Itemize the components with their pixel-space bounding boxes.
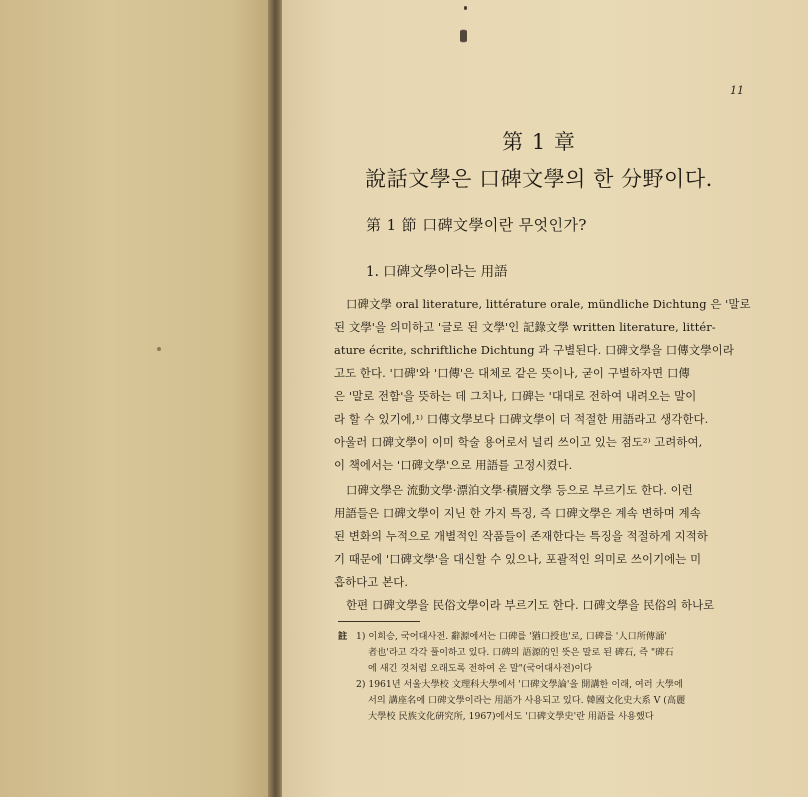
footnote-line: 2) 1961년 서울大學校 文理科大學에서 '口碑文學論'을 開講한 이래, 여러 大學에 — [356, 679, 683, 690]
chapter-title: 說話文學은 口碑文學의 한 分野이다. — [365, 167, 713, 191]
body-line: 한편 口碑文學을 民俗文學이라 부르기도 한다. 口碑文學을 民俗의 하나로 — [346, 598, 715, 612]
footnote-line: 大學校 民族文化硏究所, 1967)에서도 '口碑文學史'란 用語를 사용했다 — [368, 711, 654, 722]
body-line: 口碑文學은 流動文學·漂泊文學·積層文學 등으로 부르기도 한다. 이런 — [346, 483, 693, 497]
body-line: 口碑文學 oral literature, littérature orale, mündliche Dichtung 은 '말로 — [346, 297, 751, 311]
body-line: 아울러 口碑文學이 이미 학술 용어로서 널리 쓰이고 있는 점도²⁾ 고려하여, — [334, 435, 703, 449]
footnote-line: 서의 講座名에 口碑文學이라는 用語가 사용되고 있다. 韓國文化史大系 V (高麗 — [368, 695, 686, 706]
section-title: 第 1 節 口碑文學이란 무엇인가? — [366, 216, 587, 234]
footnote-line: 1) 이희승, 국어대사전. 辭源에서는 口碑를 '猶口授也'로, 口碑를 '人口所傳誦' — [356, 631, 667, 642]
footnote-rule — [338, 621, 420, 622]
body-line: 라 할 수 있기에,¹⁾ 口傳文學보다 口碑文學이 더 적절한 用語라고 생각한다. — [334, 412, 709, 426]
body-line: 된 변화의 누적으로 개별적인 작품들이 존재한다는 특징을 적절하게 지적하 — [334, 529, 708, 543]
body-line: 은 '말로 전함'을 뜻하는 데 그치나, 口碑는 '대대로 전하여 내려오는 말이 — [334, 389, 697, 403]
body-line: ature écrite, schriftliche Dichtung 과 구별된다. 口碑文學을 口傳文學이라 — [334, 343, 734, 357]
body-line: 이 책에서는 '口碑文學'으로 用語를 고정시켰다. — [334, 458, 573, 472]
ink-mark — [460, 24, 467, 48]
left-page — [0, 0, 270, 797]
body-line: 고도 한다. '口碑'와 '口傳'은 대체로 같은 뜻이나, 굳이 구별하자면 口傳 — [334, 366, 690, 380]
ink-mark — [464, 6, 467, 10]
footnote-line: 者也'라고 각각 풀이하고 있다. 口碑의 語源的인 뜻은 말로 된 碑石, 즉 "碑石 — [368, 647, 674, 658]
body-line: 된 文學'을 의미하고 '글로 된 文學'인 記錄文學 written literature, littér- — [334, 320, 716, 334]
page-number: 11 — [730, 84, 744, 97]
chapter-number: 第 1 章 — [502, 130, 576, 154]
footnote-label: 註 — [338, 631, 348, 642]
body-line: 흡하다고 본다. — [334, 575, 409, 589]
subsection-title: 1. 口碑文學이라는 用語 — [366, 264, 508, 280]
page-speck — [157, 347, 161, 351]
body-line: 用語들은 口碑文學이 지닌 한 가지 특징, 즉 口碑文學은 계속 변하며 계속 — [334, 506, 701, 520]
footnote-line: 에 새긴 것처럼 오래도록 전하여 온 말"(국어대사전)이다 — [368, 663, 593, 674]
body-line: 기 때문에 '口碑文學'을 대신할 수 있으나, 포괄적인 의미로 쓰이기에는 미 — [334, 552, 702, 566]
